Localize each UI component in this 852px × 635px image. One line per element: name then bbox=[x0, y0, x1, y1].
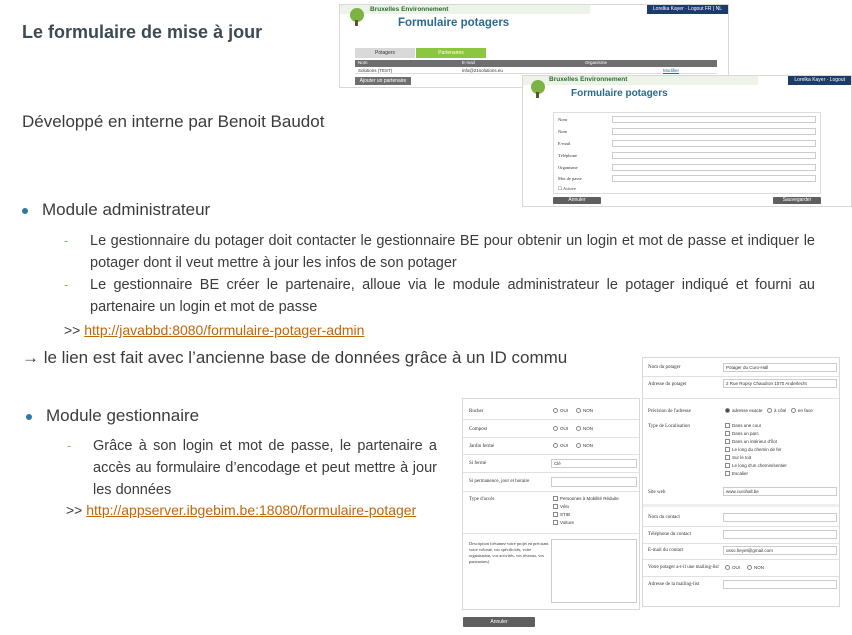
bullet-icon bbox=[22, 208, 28, 214]
admin-point-2-text: Le gestionnaire BE créer le partenaire, alloue via le module administrateur le potager indiqué et fourni au partenaire un login et mot de passe bbox=[90, 277, 815, 315]
manager-module-heading bbox=[26, 406, 199, 426]
screenshot-garden-form-right bbox=[642, 357, 840, 607]
field-input[interactable] bbox=[612, 116, 816, 123]
manager-point-1 bbox=[67, 435, 437, 501]
radio-icon bbox=[576, 443, 581, 448]
radio-icon bbox=[576, 426, 581, 431]
col-email: E-mail bbox=[462, 60, 475, 65]
field-input[interactable] bbox=[612, 128, 816, 135]
mailing-non[interactable]: NON bbox=[747, 565, 764, 570]
brand-name: Bruxelles Environnement bbox=[549, 76, 628, 83]
radio-icon bbox=[553, 426, 558, 431]
radio-icon bbox=[791, 408, 796, 413]
localisation-option[interactable]: Dans un parc bbox=[725, 431, 759, 436]
radio-icon bbox=[553, 443, 558, 448]
field-label: Nom bbox=[558, 129, 567, 134]
adresse-label: Adresse du potager bbox=[648, 382, 687, 387]
localisation-option[interactable]: Dans une cour bbox=[725, 423, 761, 428]
admin-module-link[interactable]: http://javabbd:8080/formulaire-potager-admin bbox=[84, 322, 365, 338]
checkbox-icon bbox=[553, 520, 558, 525]
user-menu[interactable]: Lorelka Kayer · Logout bbox=[788, 76, 851, 85]
row-nom: Solutions (TEST) bbox=[358, 68, 393, 73]
description-label: Description (résumez votre projet en précisant votre volonté, vos spécificités, votre organisation, vos activités, vos réseaux, vos partenaires) bbox=[469, 541, 549, 564]
table-row bbox=[355, 67, 717, 74]
si-ferme-input[interactable] bbox=[551, 459, 637, 468]
tree-trunk-icon bbox=[355, 20, 358, 26]
localisation-option[interactable]: Dans un intérieur d'îlot bbox=[725, 439, 777, 444]
tab-partenaires[interactable]: Partenaires bbox=[416, 48, 486, 58]
site-web-label: Site web bbox=[648, 490, 666, 495]
radio-icon bbox=[747, 565, 752, 570]
checkbox-icon bbox=[553, 496, 558, 501]
user-menu[interactable]: Lorelka Kayer · Logout FR | NL bbox=[647, 5, 728, 14]
mailing-label: Votre potager a-t-il une mailing-list bbox=[648, 565, 719, 570]
contact-email-label: E-mail du contact bbox=[648, 548, 684, 553]
contact-email-input[interactable] bbox=[723, 546, 837, 555]
modify-link[interactable]: Modifier bbox=[663, 68, 680, 73]
tree-trunk-icon bbox=[536, 92, 539, 98]
si-ferme-label: Si fermé bbox=[469, 461, 487, 466]
nom-potager-value: Potager du Curo-Hall bbox=[726, 365, 769, 370]
description-textarea[interactable] bbox=[551, 539, 637, 603]
contact-tel-input[interactable] bbox=[723, 530, 837, 539]
checkbox-icon bbox=[725, 439, 730, 444]
field-label: Mot de passe bbox=[558, 176, 582, 181]
dash-bullet-icon: - bbox=[64, 277, 69, 292]
localisation-option[interactable]: Escalier bbox=[725, 471, 748, 476]
mailing-address-input[interactable] bbox=[723, 580, 837, 589]
col-organisme: Organisme bbox=[585, 60, 608, 65]
access-option[interactable]: Voiture bbox=[553, 520, 574, 525]
field-input[interactable] bbox=[612, 164, 816, 171]
field-label: E-mail bbox=[558, 141, 571, 146]
precision-label: Précision de l'adresse bbox=[648, 409, 691, 414]
admin-module-title: Module administrateur bbox=[42, 200, 211, 219]
add-partner-button[interactable]: Ajouter un partenaire bbox=[355, 77, 411, 85]
table-header bbox=[355, 60, 717, 67]
nom-potager-label: Nom du potager bbox=[648, 365, 681, 370]
cancel-button[interactable]: Annuler bbox=[553, 197, 601, 204]
permanence-input[interactable] bbox=[551, 477, 637, 487]
checkbox-icon bbox=[725, 423, 730, 428]
checkbox-icon bbox=[725, 463, 730, 468]
jardin-ferme-oui[interactable]: OUI bbox=[553, 443, 568, 448]
si-ferme-value: Clé bbox=[554, 461, 561, 466]
access-option[interactable]: Vélo bbox=[553, 504, 569, 509]
adresse-input[interactable] bbox=[723, 379, 837, 388]
precision-en-face[interactable]: en face bbox=[791, 408, 813, 413]
radio-icon bbox=[553, 408, 558, 413]
manager-module-title: Module gestionnaire bbox=[46, 406, 200, 425]
compost-label: Compost bbox=[469, 427, 488, 432]
compost-non[interactable]: NON bbox=[576, 426, 593, 431]
bullet-icon bbox=[26, 414, 32, 420]
localisation-option[interactable]: Le long d'un chemin/sentier bbox=[725, 463, 787, 468]
save-button[interactable]: Sauvegarder bbox=[773, 197, 821, 204]
checkbox-icon bbox=[725, 447, 730, 452]
adresse-value: 2 Rue Ropsy Chaudron 1070 Anderlecht bbox=[726, 381, 807, 386]
dash-bullet-icon: - bbox=[64, 233, 69, 248]
radio-icon bbox=[576, 408, 581, 413]
cancel-button[interactable]: Annuler bbox=[463, 617, 535, 627]
access-option[interactable]: STIB bbox=[553, 512, 570, 517]
col-nom: Nom bbox=[358, 60, 368, 65]
precision-exacte[interactable]: adresse exacte bbox=[725, 408, 763, 413]
screenshot-garden-form-left bbox=[462, 398, 640, 610]
checkbox-icon bbox=[725, 431, 730, 436]
mailing-oui[interactable]: OUI bbox=[725, 565, 740, 570]
contact-nom-input[interactable] bbox=[723, 513, 837, 522]
field-input[interactable] bbox=[612, 152, 816, 159]
site-web-value: www.curohall.be bbox=[726, 489, 759, 494]
checkbox-icon bbox=[553, 504, 558, 509]
brand-name: Bruxelles Environnement bbox=[370, 6, 449, 13]
form-title: Formulaire potagers bbox=[398, 17, 510, 29]
dash-bullet-icon: - bbox=[67, 438, 72, 453]
active-checkbox[interactable]: ☐ Actuve bbox=[558, 186, 576, 191]
localisation-option[interactable]: Sur le toit bbox=[725, 455, 751, 460]
precision-a-cote[interactable]: à côté bbox=[767, 408, 786, 413]
localisation-option[interactable]: Le long du chemin de fer bbox=[725, 447, 782, 452]
row-email: info@21solutions.eu bbox=[462, 68, 503, 73]
site-web-input[interactable] bbox=[723, 487, 837, 496]
contact-tel-label: Téléphone du contact bbox=[648, 532, 692, 537]
manager-link-line bbox=[66, 502, 416, 518]
admin-point-2 bbox=[64, 274, 815, 318]
manager-module-link[interactable]: http://appserver.ibgebim.be:18080/formulaire-potager bbox=[86, 502, 417, 518]
radio-icon bbox=[725, 408, 730, 413]
form-title: Formulaire potagers bbox=[571, 88, 668, 99]
checkbox-icon bbox=[553, 512, 558, 517]
jardin-ferme-non[interactable]: NON bbox=[576, 443, 593, 448]
rucher-label: Rucher bbox=[469, 409, 484, 414]
link-prefix: >> bbox=[64, 322, 81, 338]
contact-nom-label: Nom du contact bbox=[648, 515, 680, 520]
link-prefix: >> bbox=[66, 502, 83, 518]
field-label: Nom bbox=[558, 117, 567, 122]
field-input[interactable] bbox=[612, 140, 816, 147]
manager-point-1-text: Grâce à son login et mot de passe, le partenaire a accès au formulaire d’encodage et peut mettre à jour les données bbox=[93, 438, 437, 498]
partner-form bbox=[553, 112, 821, 194]
rucher-non[interactable]: NON bbox=[576, 408, 593, 413]
mailing-address-label: Adresse de la mailing-list bbox=[648, 582, 700, 587]
localisation-label: Type de Localisation bbox=[648, 424, 690, 429]
screenshot-partner-form bbox=[522, 75, 852, 207]
field-label: Organisme bbox=[558, 165, 578, 170]
field-label: Téléphone bbox=[558, 153, 577, 158]
radio-icon bbox=[767, 408, 772, 413]
tab-potagers[interactable]: Potagers bbox=[355, 48, 415, 58]
developer-credit: Développé en interne par Benoit Baudot bbox=[22, 112, 325, 131]
slide-title: Le formulaire de mise à jour bbox=[22, 22, 263, 42]
radio-icon bbox=[725, 565, 730, 570]
contact-email-value: osso.heyet@gmail.com bbox=[726, 548, 773, 553]
admin-point-1-text: Le gestionnaire du potager doit contacter le gestionnaire BE pour obtenir un login et mot de passe et indiquer le potager dont il veut mettre à jour les infos de son potager bbox=[90, 233, 815, 271]
admin-link-line bbox=[64, 322, 364, 338]
field-input[interactable] bbox=[612, 175, 816, 182]
arrow-note: → le lien est fait avec l’ancienne base de données grâce à un ID commu bbox=[22, 348, 568, 367]
admin-point-1 bbox=[64, 230, 815, 274]
access-option[interactable]: Personnes à Mobilité Réduite bbox=[553, 496, 619, 501]
nom-potager-input[interactable] bbox=[723, 363, 837, 372]
permanence-label: Si permanence, jour et horaire bbox=[469, 479, 530, 484]
admin-module-heading bbox=[22, 200, 210, 220]
type-acces-label: Type d'accès bbox=[469, 497, 495, 502]
jardin-ferme-label: Jardin fermé bbox=[469, 444, 495, 449]
checkbox-icon bbox=[725, 471, 730, 476]
rucher-oui[interactable]: OUI bbox=[553, 408, 568, 413]
checkbox-icon bbox=[725, 455, 730, 460]
compost-oui[interactable]: OUI bbox=[553, 426, 568, 431]
